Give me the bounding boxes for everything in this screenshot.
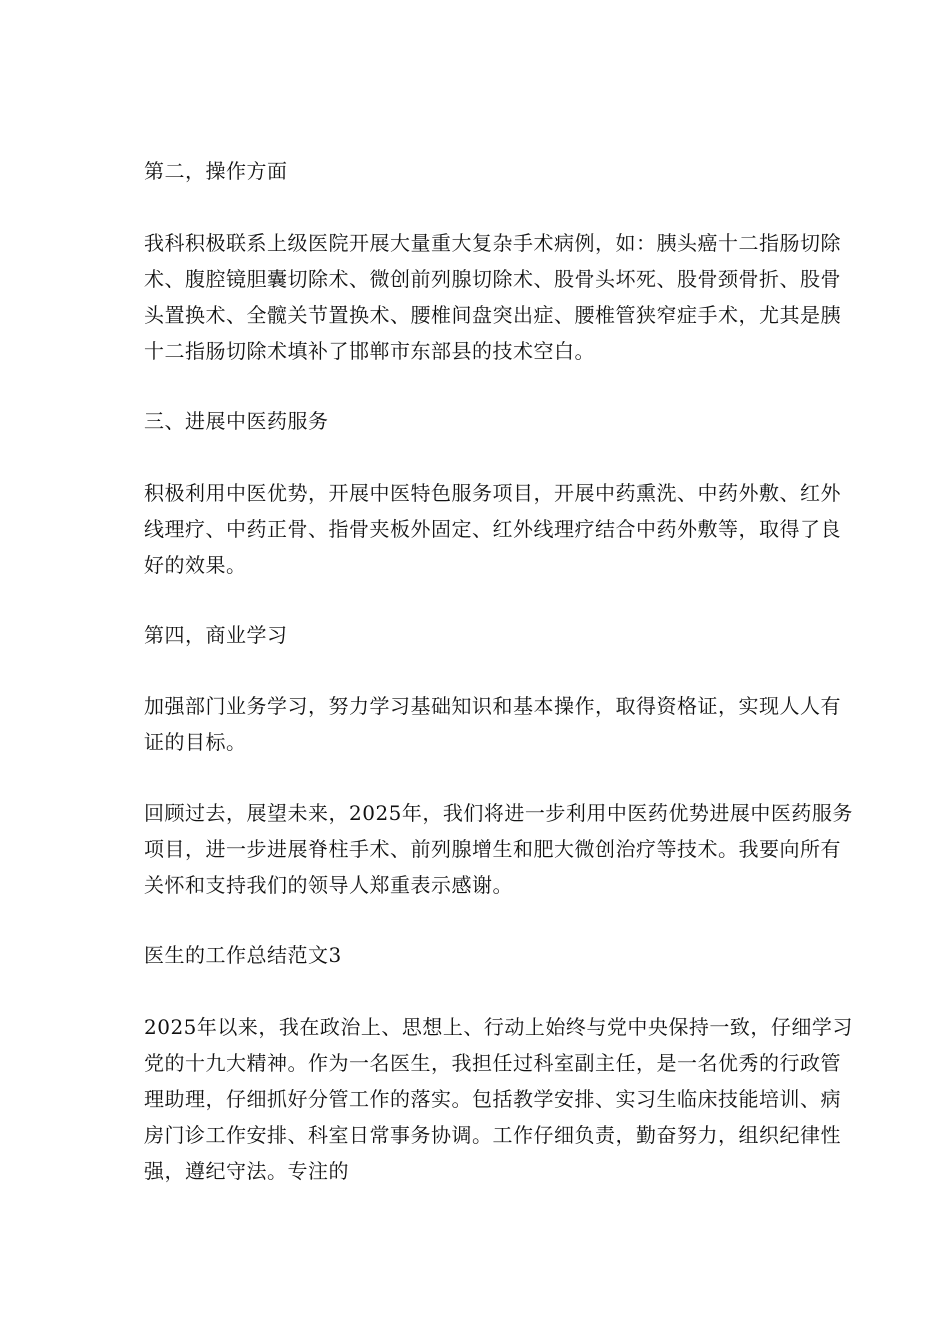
text-line: 头置换术、全髋关节置换术、腰椎间盘突出症、腰椎管狭窄症手术，尤其是胰 xyxy=(144,303,841,327)
paragraph-tcm xyxy=(144,475,841,583)
text-line: 强，遵纪守法。专注的 xyxy=(144,1159,349,1183)
text-line: 十二指肠切除术填补了邯郸市东部县的技术空白。 xyxy=(144,339,595,363)
text-line: 党的十九大精神。作为一名医生，我担任过科室副主任，是一名优秀的行政管 xyxy=(144,1051,841,1075)
section-heading-summary-3 xyxy=(144,937,804,973)
text-line: 项目，进一步进展脊柱手术、前列腺增生和肥大微创治疗等技术。我要向所有 xyxy=(144,837,841,861)
paragraph-outlook xyxy=(144,795,853,903)
text-line: 第二，操作方面 xyxy=(144,159,288,183)
text-line: 第四，商业学习 xyxy=(144,623,288,647)
text-line: 术、腹腔镜胆囊切除术、微创前列腺切除术、股骨头坏死、股骨颈骨折、股骨 xyxy=(144,267,841,291)
text-line: 线理疗、中药正骨、指骨夹板外固定、红外线理疗结合中药外敷等，取得了良 xyxy=(144,517,841,541)
text-line: 积极利用中医优势，开展中医特色服务项目，开展中药熏洗、中药外敷、红外 xyxy=(144,481,841,505)
text-line: 医生的工作总结范文3 xyxy=(144,943,342,967)
text-line: 证的目标。 xyxy=(144,730,247,754)
paragraph-study xyxy=(144,688,841,760)
section-heading-operations xyxy=(144,153,804,189)
text-line: 加强部门业务学习，努力学习基础知识和基本操作，取得资格证，实现人人有 xyxy=(144,694,841,718)
text-line: 2025年以来，我在政治上、思想上、行动上始终与党中央保持一致，仔细学习 xyxy=(144,1015,853,1039)
paragraph-summary-2025 xyxy=(144,1009,853,1189)
text-line: 我科积极联系上级医院开展大量重大复杂手术病例，如：胰头癌十二指肠切除 xyxy=(144,231,841,255)
text-line: 三、进展中医药服务 xyxy=(144,409,329,433)
section-heading-tcm-services xyxy=(144,403,804,439)
text-line: 回顾过去，展望未来，2025年，我们将进一步利用中医药优势进展中医药服务 xyxy=(144,801,853,825)
text-line: 关怀和支持我们的领导人郑重表示感谢。 xyxy=(144,873,513,897)
text-line: 好的效果。 xyxy=(144,553,247,577)
paragraph-surgery-cases xyxy=(144,225,841,369)
text-line: 房门诊工作安排、科室日常事务协调。工作仔细负责，勤奋努力，组织纪律性 xyxy=(144,1123,841,1147)
section-heading-study xyxy=(144,617,804,653)
text-line: 理助理，仔细抓好分管工作的落实。包括教学安排、实习生临床技能培训、病 xyxy=(144,1087,841,1111)
